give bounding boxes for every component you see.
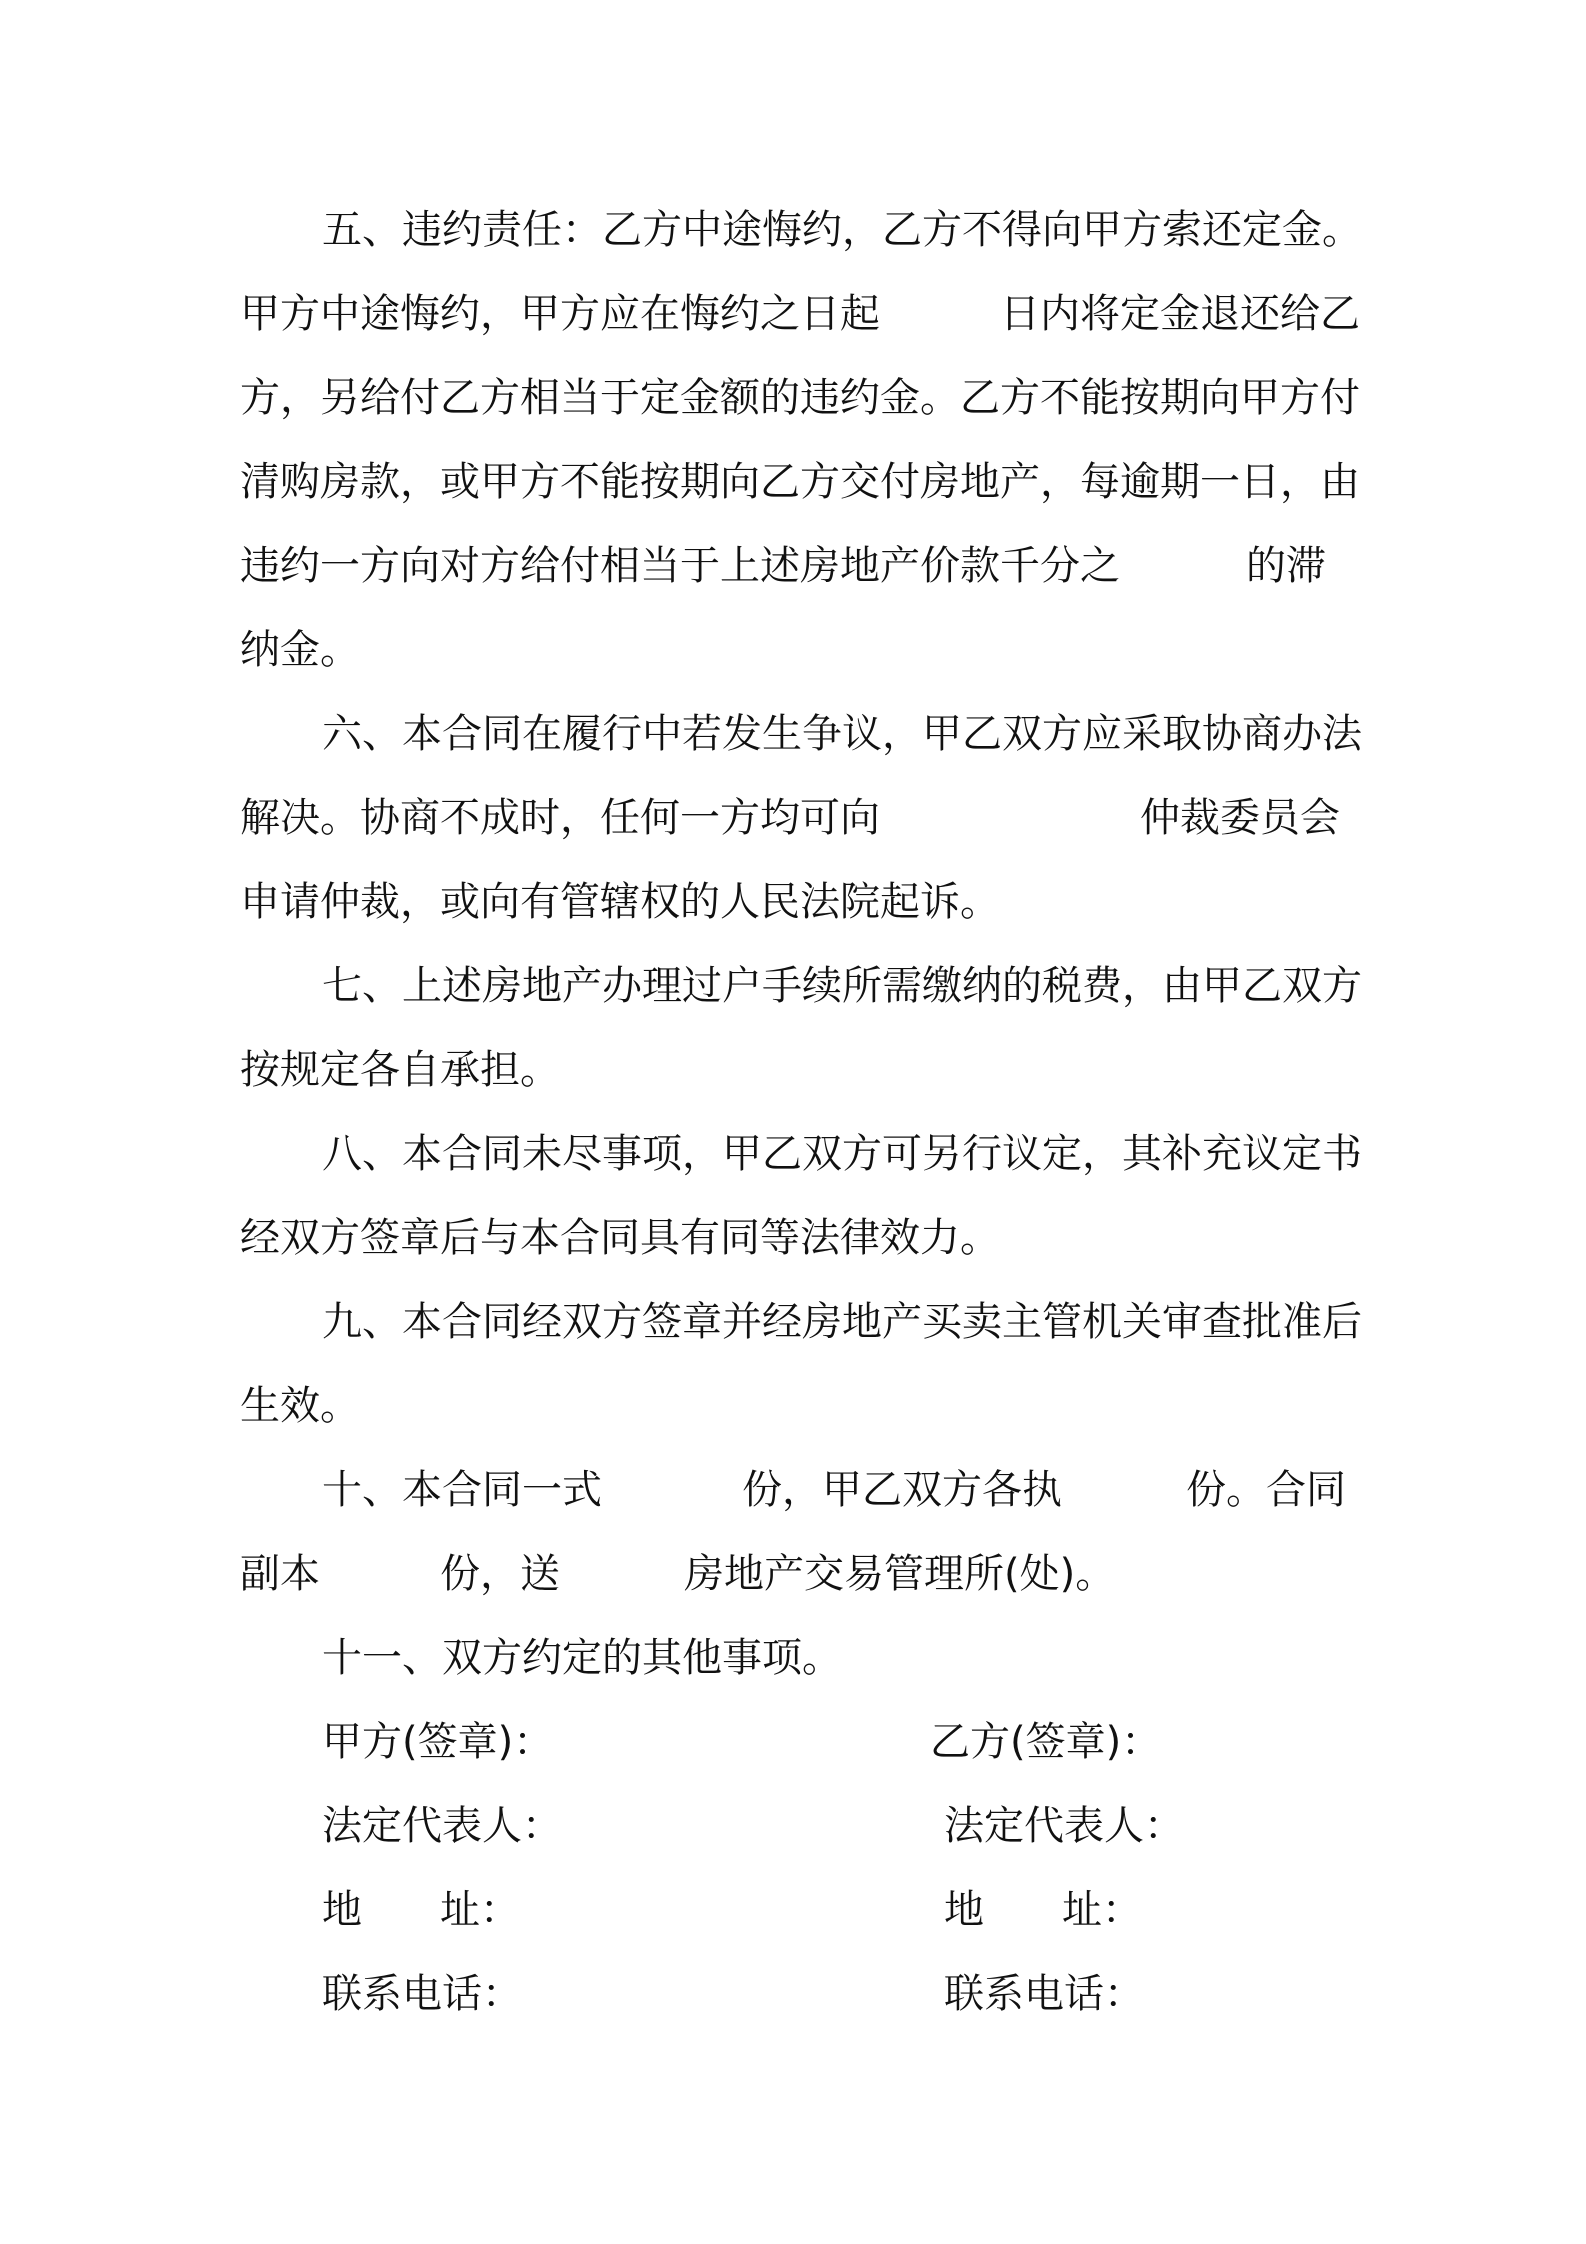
party-b-representative-label: 法定代表人：	[944, 1803, 1184, 1849]
clause11-line1: 十一、双方约定的其他事项。	[322, 1635, 842, 1681]
clause9-line1: 九、本合同经双方签章并经房地产买卖主管机关审查批准后	[322, 1299, 1362, 1345]
party-b-phone-label: 联系电话：	[944, 1971, 1144, 2017]
clause5-line1: 五、违约责任：乙方中途悔约，乙方不得向甲方索还定金。	[322, 207, 1362, 253]
clause5-line5-after-blank: 的滞	[1246, 543, 1326, 589]
clause5-line4: 清购房款，或甲方不能按期向乙方交付房地产，每逾期一日，由	[240, 459, 1360, 505]
clause10-line2-part2: 份，送	[440, 1551, 560, 1597]
clause10-line2-part1: 副本	[240, 1551, 320, 1597]
address-char-1: 地	[322, 1887, 362, 1933]
address-char-1: 地	[944, 1887, 984, 1933]
clause5-line5	[240, 536, 1350, 596]
party-a-address-label	[322, 1880, 520, 1940]
address-char-2: 址：	[440, 1887, 520, 1933]
clause7-line2: 按规定各自承担。	[240, 1047, 560, 1093]
clause5-line2	[240, 284, 1360, 344]
clause5-line2-after-blank: 日内将定金退还给乙	[1000, 291, 1360, 337]
clause6-line2-before-blank: 解决。协商不成时，任何一方均可向	[240, 795, 880, 841]
clause8-line1: 八、本合同未尽事项，甲乙双方可另行议定，其补充议定书	[322, 1131, 1362, 1177]
clause7-line1: 七、上述房地产办理过户手续所需缴纳的税费，由甲乙双方	[322, 963, 1362, 1009]
party-b-signature-label: 乙方(签章)：	[930, 1719, 1162, 1765]
party-a-representative-label: 法定代表人：	[322, 1803, 562, 1849]
party-a-phone-label: 联系电话：	[322, 1971, 522, 2017]
clause10-line1-part2: 份，甲乙双方各执	[742, 1467, 1062, 1513]
clause5-line3: 方，另给付乙方相当于定金额的违约金。乙方不能按期向甲方付	[240, 375, 1360, 421]
clause5-line6: 纳金。	[240, 627, 360, 673]
clause10-line2	[240, 1544, 1350, 1604]
clause5-line2-before-blank: 甲方中途悔约，甲方应在悔约之日起	[240, 291, 880, 337]
clause6-line2-after-blank: 仲裁委员会	[1140, 795, 1340, 841]
party-b-address-label	[944, 1880, 1142, 1940]
clause6-line2	[240, 788, 1350, 848]
clause10-line2-part3: 房地产交易管理所(处)。	[684, 1551, 1116, 1597]
clause6-line3: 申请仲裁，或向有管辖权的人民法院起诉。	[240, 879, 1000, 925]
clause8-line2: 经双方签章后与本合同具有同等法律效力。	[240, 1215, 1000, 1261]
clause9-line2: 生效。	[240, 1383, 360, 1429]
clause10-line1-part3: 份。合同	[1186, 1467, 1346, 1513]
clause6-line1: 六、本合同在履行中若发生争议，甲乙双方应采取协商办法	[322, 711, 1362, 757]
address-char-2: 址：	[1062, 1887, 1142, 1933]
party-a-signature-label: 甲方(签章)：	[322, 1719, 554, 1765]
clause5-line5-before-blank: 违约一方向对方给付相当于上述房地产价款千分之	[240, 543, 1120, 589]
clause10-line1-part1: 十、本合同一式	[322, 1467, 602, 1513]
clause10-line1	[322, 1460, 1350, 1520]
